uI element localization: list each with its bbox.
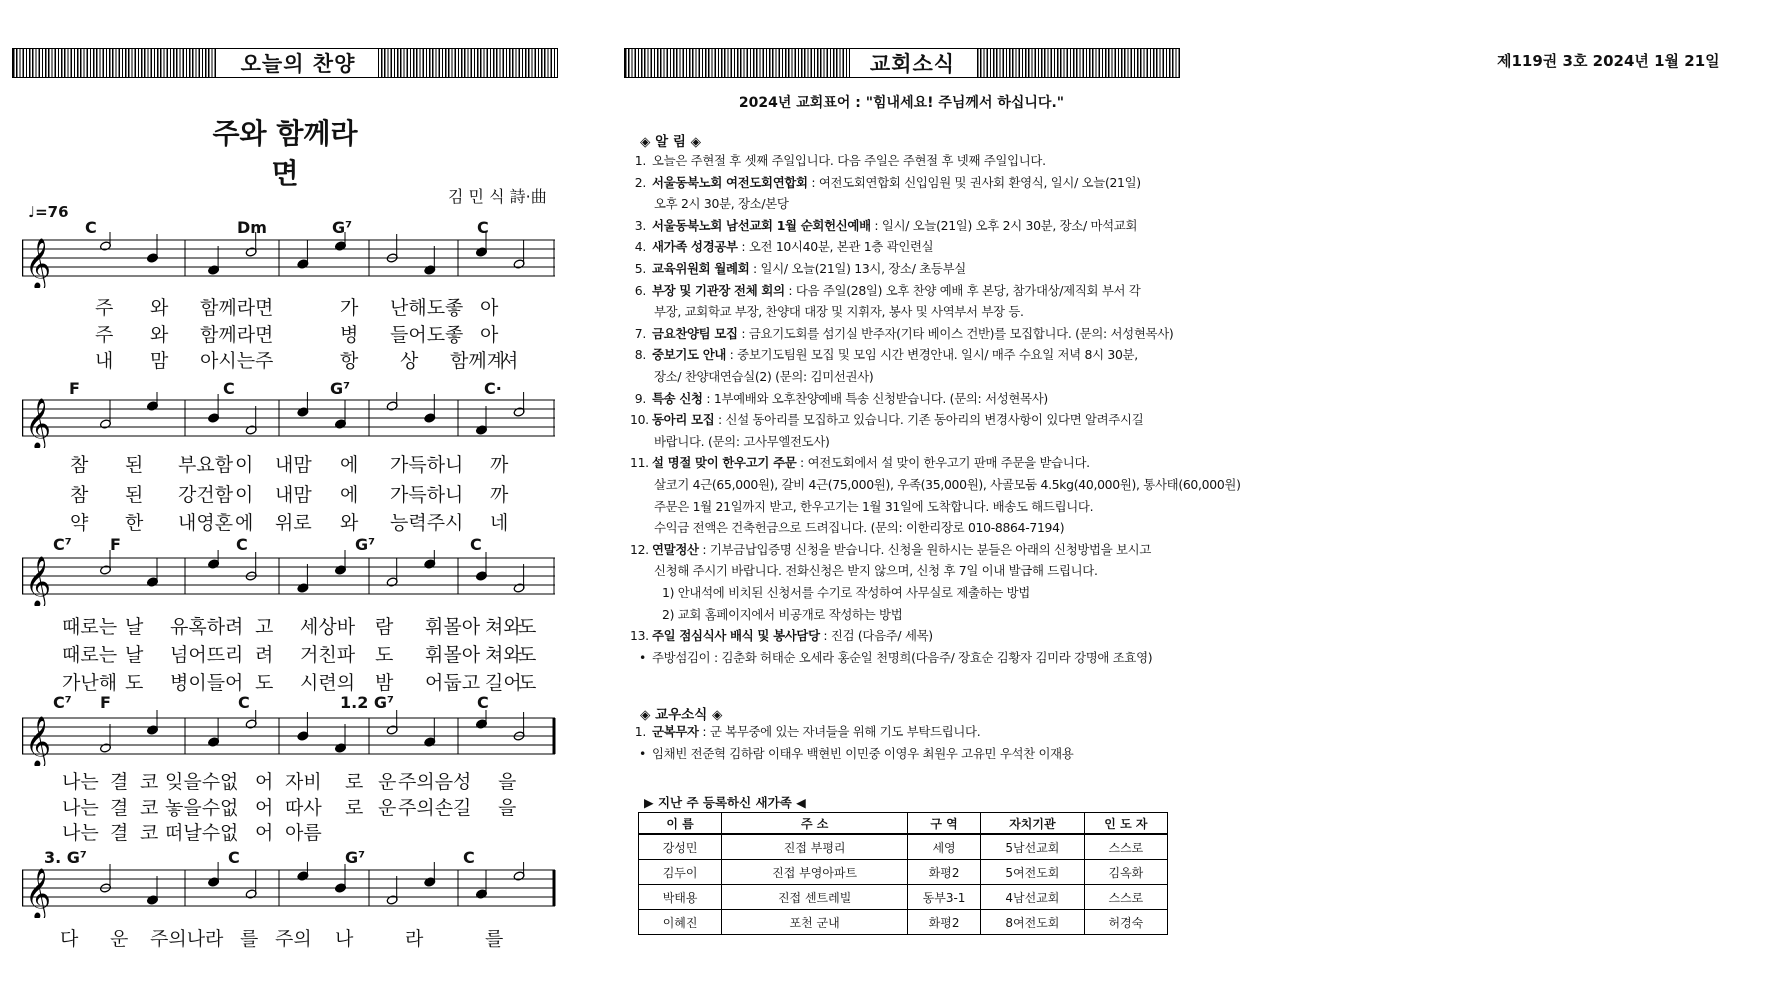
list-item [630,346,1138,363]
chord-symbol: 1.2 G⁷ [340,693,395,712]
item-text: 임채빈 전준혁 김하람 이태우 백현빈 이민중 이영우 최원우 고유민 우석찬 이재용 [652,745,1074,761]
lyric-word: 주 [255,350,274,372]
lyric-word: 들어도좋 [390,324,464,346]
item-heading: 새가족 성경공부 [652,239,738,255]
lyric-line [0,640,560,664]
list-item: 부장, 교회학교 부장, 찬양대 대장 및 지휘자, 봉사 및 사역부서 부장 등. [654,304,1024,320]
svg-text:𝄞: 𝄞 [25,716,52,766]
list-item: 바랍니다. (문의: 고사무엘전도사) [654,433,830,449]
chord-symbol: C [477,693,489,712]
item-text: : 오전 10시40분, 본관 1층 곽인련실 [737,239,934,255]
hymn-section-header [12,48,558,78]
lyric-word: 결 [110,771,129,793]
lyric-word: 도 [375,644,394,666]
table-header-cell: 자치기관 [981,813,1085,835]
lyric-word: 시련의 [300,672,356,694]
lyric-word: 된 [125,484,144,506]
table-cell: 진접 부평리 [722,834,908,860]
list-item [630,217,1137,234]
lyric-word: 을 [498,797,517,819]
table-cell: 포천 군내 [722,910,908,935]
item-text: : 일시/ 오늘(21일) 13시, 장소/ 초등부실 [749,261,966,276]
list-item [630,541,1151,558]
lyric-word: 쳐와 [485,616,522,638]
list-item: 살코기 4근(65,000원), 갈비 4근(75,000원), 우족(35,000원), 사골모둠 4.5kg(40,000원), 통사태(60,000원) [654,477,1241,492]
list-item [630,745,1073,762]
chord-symbol: C [223,379,235,398]
item-number: 12. [630,541,649,557]
chord-symbol: C [85,218,97,237]
list-item [630,454,1090,471]
lyric-word: 약 [70,512,89,534]
lyric-line [0,480,560,504]
lyric-word: 상 [400,350,419,372]
lyric-word: 셔 [500,350,519,372]
item-number: 4. [634,239,646,255]
lyric-line [0,293,560,317]
lyric-word: 넘어뜨리 [170,644,244,666]
hymn-title: 주와 함께라면 [212,117,358,190]
svg-text:𝄞: 𝄞 [25,868,52,918]
item-heading: 교육위원회 월례회 [652,261,750,276]
lyric-word: 에 [235,512,254,534]
music-staff [22,862,557,918]
lyric-word: 어 [255,822,274,844]
lyric-word: 병이들어 [170,672,244,694]
item-number: 5. [634,261,646,276]
item-heading: 금요찬양팀 모집 [652,325,738,341]
chord-symbol: C⁷ [53,535,72,554]
lyric-word: 어 [255,797,274,819]
members-news-title: ◈ 교우소식 ◈ [640,707,723,723]
lyric-word: 세상바 [300,616,356,638]
lyric-word: 나는 [62,822,99,844]
lyric-word: 도 [125,672,144,694]
lyric-word: 코 [140,771,159,793]
lyric-word: 운 [110,928,129,950]
table-cell: 5남선교회 [981,834,1085,860]
lyric-word: 유혹하려 [170,616,244,638]
announcements-title: ◈ 알 림 ◈ [640,134,701,150]
lyric-word: 주의음성 [398,771,472,793]
item-text: : 중보기도팀원 모집 및 모임 시간 변경안내. 일시/ 매주 수요일 저녁 8시 30분, [726,347,1138,363]
item-heading: 부장 및 기관장 전체 회의 [652,282,785,298]
table-cell: 세영 [908,834,981,860]
news-section-title: 교회소식 [850,49,975,77]
lyric-word: 운 [378,771,397,793]
church-motto: 2024년 교회표어 : "힘내세요! 주님께서 하십니다." [738,95,1065,111]
lyric-word: 로 [345,771,364,793]
lyric-word: 길어 [485,672,522,694]
item-number: 13. [630,628,649,644]
item-heading: 중보기도 안내 [652,347,727,363]
item-number: • [638,745,646,761]
lyric-word: 라 [405,928,424,950]
hymn-section-title: 오늘의 찬양 [218,49,378,77]
table-cell: 허경숙 [1084,910,1167,935]
table-cell: 스스로 [1084,834,1167,860]
lyric-word: 아름 [285,822,322,844]
table-cell: 동부3-1 [908,885,981,910]
list-item: 오후 2시 30분, 장소/본당 [654,196,789,212]
lyric-word: 도 [518,644,537,666]
lyric-word: 참 [70,454,89,476]
chord-symbol: C⁷ [53,693,72,712]
table-cell: 5여전도회 [981,860,1085,885]
item-heading: 연말정산 [652,541,699,557]
list-item: 신청해 주시기 바랍니다. 전화신청은 받지 않으며, 신청 후 7일 이내 발급해 드립니다. [654,563,1098,579]
svg-text:𝄞: 𝄞 [25,556,52,606]
table-cell: 김옥화 [1084,860,1167,885]
lyric-word: 떠날수없 [165,822,239,844]
svg-text:𝄞: 𝄞 [25,398,52,448]
chord-symbol: G⁷ [332,218,353,237]
list-item: 2) 교회 홈페이지에서 비공개로 작성하는 방법 [662,606,903,622]
lyric-word: 가난해 [62,672,118,694]
item-text: : 금요기도회를 섬기실 반주자(기타 베이스 건반)를 모집합니다. (문의: 서성현목사) [737,325,1174,341]
lyric-word: 와 [150,297,169,319]
music-staff [22,232,557,288]
lyric-word: 쳐와 [485,644,522,666]
lyric-word: 을 [498,771,517,793]
list-item: 주문은 1월 21일까지 받고, 한우고기는 1월 31일에 도착합니다. 배송도 해드립니다. [654,498,1094,514]
lyric-word: 코 [140,797,159,819]
table-cell: 박태용 [639,885,722,910]
lyric-line [0,924,560,948]
lyric-word: 병 [340,324,359,346]
lyric-word: 날 [125,644,144,666]
lyric-word: 함께라 [200,297,256,319]
lyric-line [0,612,560,636]
table-header-cell: 인 도 자 [1084,813,1167,835]
svg-text:𝄞: 𝄞 [25,238,52,288]
lyric-word: 밤 [375,672,394,694]
lyric-word: 면 [255,297,274,319]
chord-symbol: C· [484,379,502,398]
lyric-word: 내 [95,350,114,372]
item-text: : 진검 (다음주/ 세목) [819,628,933,644]
item-heading: 군복무자 [652,724,699,739]
lyric-word: 능력주시 [390,512,464,534]
item-number: 3. [634,217,646,233]
lyric-word: 가 [340,297,359,319]
lyric-word: 주 [95,324,114,346]
lyric-word: 내맘 [275,484,312,506]
lyric-word: 를 [240,928,259,950]
item-heading: 동아리 모집 [652,412,715,428]
chord-symbol: C [238,693,250,712]
chord-symbol: C [463,848,475,867]
lyric-word: 까 [490,454,509,476]
lyric-word: 나는 [62,771,99,793]
list-item [630,260,966,277]
lyric-word: 에 [340,484,359,506]
lyric-word: 를 [485,928,504,950]
list-item: 수익금 전액은 건축헌금으로 드려집니다. (문의: 이한리장로 010-8864-7194) [654,520,1065,536]
item-text: : 여전도회연합회 신입임원 및 권사회 환영식, 일시/ 오늘(21일) [807,174,1141,190]
lyric-word: 어둡고 [425,672,481,694]
lyric-word: 위로 [275,512,312,534]
lyric-word: 함께계 [450,350,506,372]
lyric-word: 항 [340,350,359,372]
chord-symbol: G⁷ [355,535,376,554]
lyric-word: 네 [490,512,509,534]
lyric-word: 때로는 [62,644,118,666]
lyric-line [0,450,560,474]
item-heading: 주일 점심식사 배식 및 봉사담당 [652,628,820,644]
lyric-word: 가득하니 [390,454,464,476]
lyric-word: 때로는 [62,616,118,638]
item-heading: 서울동북노회 여전도회연합회 [652,174,808,190]
item-number: • [638,649,646,665]
lyric-word: 거친파 [300,644,356,666]
lyric-word: 어 [255,771,274,793]
lyric-word: 운 [378,797,397,819]
hymn-tempo: ♩=76 [28,203,69,221]
lyric-line [0,668,560,692]
item-heading: 설 명절 맞이 한우고기 주문 [652,455,797,471]
music-staff [22,550,557,606]
lyric-word: 놓을수없 [165,797,239,819]
list-item: 1) 안내석에 비치된 신청서를 수기로 작성하여 사무실로 제출하는 방법 [662,585,1030,600]
lyric-word: 결 [110,822,129,844]
table-row [639,885,1168,910]
table-row [639,860,1168,885]
item-number: 2. [634,174,646,190]
lyric-word: 날 [125,616,144,638]
chord-symbol: F [110,535,121,554]
lyric-word: 주의나라 [150,928,224,950]
item-number: 9. [634,390,646,406]
chord-symbol: G⁷ [345,848,366,867]
list-item [630,325,1173,342]
table-row [639,910,1168,935]
lyric-word: 한 [125,512,144,534]
lyric-word: 된 [125,454,144,476]
chord-symbol: C [470,535,482,554]
list-item [630,390,1048,407]
chord-symbol: 3. G⁷ [44,848,87,867]
item-number: 1. [634,153,646,168]
table-cell: 화평2 [908,860,981,885]
lyric-word: 내영혼 [178,512,234,534]
table-header-row [639,813,1168,835]
lyric-line [0,320,560,344]
lyric-word: 아 [480,297,499,319]
lyric-word: 함께라 [200,324,256,346]
table-cell: 진접 센트레빌 [722,885,908,910]
music-staff [22,392,557,448]
lyric-word: 자비 [285,771,322,793]
table-cell: 4남선교회 [981,885,1085,910]
item-text: : 신설 동아리를 모집하고 있습니다. 기존 동아리의 변경사항이 있다면 알려주시길 [714,412,1144,428]
lyric-word: 결 [110,797,129,819]
lyric-line [0,767,560,791]
table-cell: 김두이 [639,860,722,885]
lyric-word: 고 [255,616,274,638]
chord-symbol: Dm [237,218,267,237]
lyric-line [0,346,560,370]
table-cell: 8여전도회 [981,910,1085,935]
list-item [630,282,1140,299]
lyric-word: 아 [480,324,499,346]
item-heading: 서울동북노회 남선교회 1월 순회헌신예배 [652,217,871,233]
lyric-word: 도 [518,672,537,694]
lyric-word: 와 [340,512,359,534]
lyric-word: 강건함 [178,484,234,506]
chord-symbol: C [236,535,248,554]
table-cell: 스스로 [1084,885,1167,910]
lyric-line [0,793,560,817]
list-item [630,627,933,644]
lyric-word: 람 [375,616,394,638]
lyric-word: 로 [345,797,364,819]
item-number: 8. [634,347,646,363]
item-number: 1. [634,724,646,739]
chord-symbol: C [477,218,489,237]
list-item [630,411,1143,428]
lyric-word: 와 [150,324,169,346]
item-text: : 군 복무중에 있는 자녀들을 위해 기도 부탁드립니다. [698,724,981,739]
lyric-word: 코 [140,822,159,844]
lyric-word: 면 [255,324,274,346]
list-item [630,649,1152,666]
hymn-composer: 김 민 식 詩·曲 [448,187,547,206]
lyric-word: 내맘 [275,454,312,476]
chord-symbol: F [69,379,80,398]
list-item: 장소/ 찬양대연습실(2) (문의: 김미선권사) [654,369,874,384]
table-header-cell: 이 름 [639,813,722,835]
lyric-word: 주의손길 [398,797,472,819]
lyric-word: 나는 [62,797,99,819]
item-number: 10. [630,412,649,428]
item-text: : 다음 주일(28일) 오후 찬양 예배 후 본당, 참가대상/제직회 부서 각 [784,282,1141,298]
lyric-word: 나 [335,928,354,950]
lyric-word: 난해도좋 [390,297,464,319]
table-cell: 이혜진 [639,910,722,935]
lyric-word: 맘 [150,350,169,372]
lyric-word: 에 [340,454,359,476]
lyric-word: 이 [235,484,254,506]
table-cell: 강성민 [639,834,722,860]
list-item [630,238,933,255]
issue-date: 제119권 3호 2024년 1월 21일 [1497,52,1720,70]
item-text: : 여전도회에서 설 맞이 한우고기 판매 주문을 받습니다. [796,455,1090,471]
news-section-header [624,48,1180,78]
lyric-line [0,508,560,532]
item-number: 6. [634,282,646,298]
lyric-word: 휘몰아 [425,644,481,666]
lyric-line [0,818,560,842]
table-header-cell: 구 역 [908,813,981,835]
lyric-word: 까 [490,484,509,506]
table-header-cell: 주 소 [722,813,908,835]
table-cell: 화평2 [908,910,981,935]
lyric-word: 부요함 [178,454,234,476]
item-heading: 특송 신청 [652,390,703,406]
lyric-word: 이 [235,454,254,476]
item-text: 오늘은 주현절 후 셋째 주일입니다. 다음 주일은 주현절 후 넷째 주일입니다. [652,153,1046,168]
lyric-word: 도 [518,616,537,638]
lyric-word: 잊을수없 [165,771,239,793]
item-number: 11. [630,455,649,471]
item-text: : 1부예배와 오후찬양예배 특송 신청받습니다. (문의: 서성현목사) [702,390,1048,406]
list-item [630,723,980,740]
new-family-table [638,812,1168,935]
lyric-word: 주의 [275,928,312,950]
lyric-word: 도 [255,672,274,694]
lyric-word: 휘몰아 [425,616,481,638]
item-text: : 기부금납입증명 신청을 받습니다. 신청을 원하시는 분들은 아래의 신청방법을 보시고 [698,541,1152,557]
chord-symbol: C [228,848,240,867]
lyric-word: 따사 [285,797,322,819]
lyric-word: 주 [95,297,114,319]
item-text: 주방섬김이 : 김춘화 허태순 오세라 홍순일 천명희(다음주/ 장효순 김황자 김미라 강명애 조효영) [652,649,1153,665]
music-staff [22,710,557,766]
list-item [630,152,1046,169]
lyric-word: 다 [60,928,79,950]
lyric-word: 참 [70,484,89,506]
new-family-title: ▶ 지난 주 등록하신 새가족 ◀ [644,795,806,810]
table-cell: 진접 부영아파트 [722,860,908,885]
chord-symbol: F [100,693,111,712]
item-number: 7. [634,325,646,341]
chord-symbol: G⁷ [330,379,351,398]
lyric-word: 가득하니 [390,484,464,506]
lyric-word: 아시는 [200,350,256,372]
lyric-word: 려 [255,644,274,666]
table-row [639,834,1168,860]
list-item [630,174,1141,191]
item-text: : 일시/ 오늘(21일) 오후 2시 30분, 장소/ 마석교회 [870,217,1138,233]
